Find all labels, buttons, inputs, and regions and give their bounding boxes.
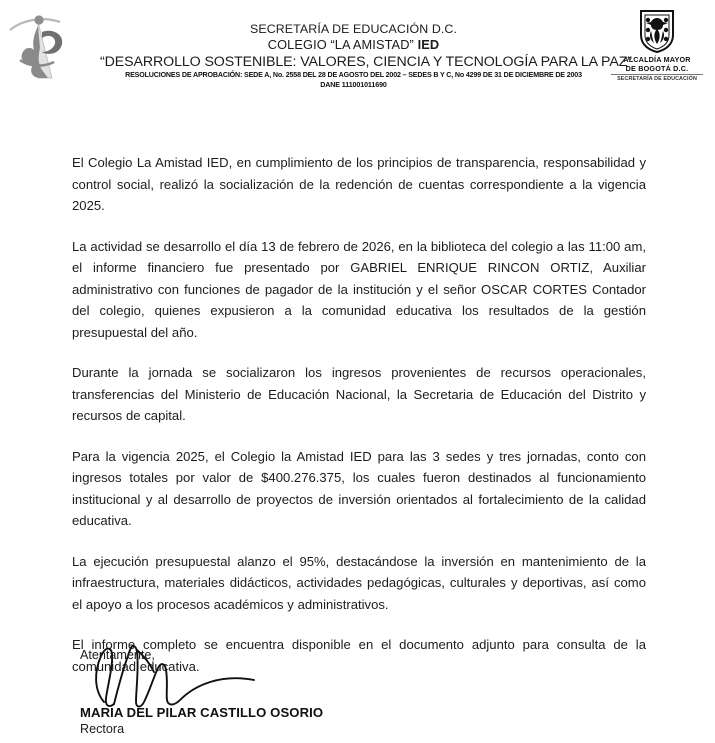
school-name-text: COLEGIO “LA AMISTAD” [267,37,418,52]
paragraph-5: La ejecución presupuestal alanzo el 95%, destacándose la inversión en mantenimiento de la infraestructura, materiales didácticos, actividades pedagógicas, culturales y deportivas, así como el apoyo a los procesos académicos y administrativos. [72,553,646,612]
school-emblem-icon [8,8,74,84]
signer-name: MARIA DEL PILAR CASTILLO OSORIO [80,705,324,720]
signature-block [80,648,410,737]
paragraph-6: El informe completo se encuentra disponible en el documento adjunto para consulta de la comunidad educativa. [72,637,646,674]
school-name-ied: IED [417,37,440,52]
paragraph-3: Durante la jornada se socializaron los ingresos provenientes de recursos operacionales, transferencias del Ministerio de Educación Nacional, la Secretaria de Educación del Distrito y recursos de capital. [72,365,646,423]
bogota-mayor-logo [611,8,703,84]
letterhead-titles [100,22,632,90]
school-motto: “DESARROLLO SOSTENIBLE: VALORES, CIENCIA Y TECNOLOGÍA PARA LA PAZ” [100,54,632,70]
paragraph-4: Para la vigencia 2025, el Colegio la Amistad IED para las 3 sedes y tres jornadas, conto con ingresos totales por valor de $400.276.375, los cuales fueron destinados al funcionamiento institucional y al desarrollo de proyectos de inversión orientados al fortalecimiento de la calidad educativa. [72,448,646,528]
secretary-line: SECRETARÍA DE EDUCACIÓN D.C. [249,22,458,36]
bogota-coat-of-arms-icon [637,8,677,54]
dane-code: DANE 111001011690 [320,80,387,89]
document-body [72,152,646,677]
approval-resolutions: RESOLUCIONES DE APROBACIÓN: SEDE A, No. 2558 DEL 28 DE AGOSTO DEL 2002 – SEDES B Y C, No 4299 DE 31 DE DICIEMBRE DE 2003 [125,71,582,79]
signer-role: Rectora [80,722,125,736]
paragraph-1: El Colegio La Amistad IED, en cumplimiento de los principios de transparencia, responsabilidad y control social, realizó la socialización de la redención de cuentas correspondiente a la vigencia 2025. [72,155,646,213]
city-logo-line3: SECRETARÍA DE EDUCACIÓN [611,74,703,84]
paragraph-2: La actividad se desarrollo el día 13 de febrero de 2026, en la biblioteca del colegio a las 11:00 am, el informe financiero fue presentado por GABRIEL ENRIQUE RINCON ORTIZ, Auxiliar administrativo con funciones de pagador de la institución y el señor OSCAR CORTES Contador del colegio, quienes expusieron a la comunidad educativa los resultados de la gestión presupuestal del año. [72,238,646,340]
letterhead [0,0,715,108]
city-logo-line1: ALCALDÍA MAYOR [623,55,691,64]
closing-greeting: Atentamente, [80,648,155,662]
school-name-line [100,37,607,53]
city-logo-line2: DE BOGOTÁ D.C. [625,63,689,73]
